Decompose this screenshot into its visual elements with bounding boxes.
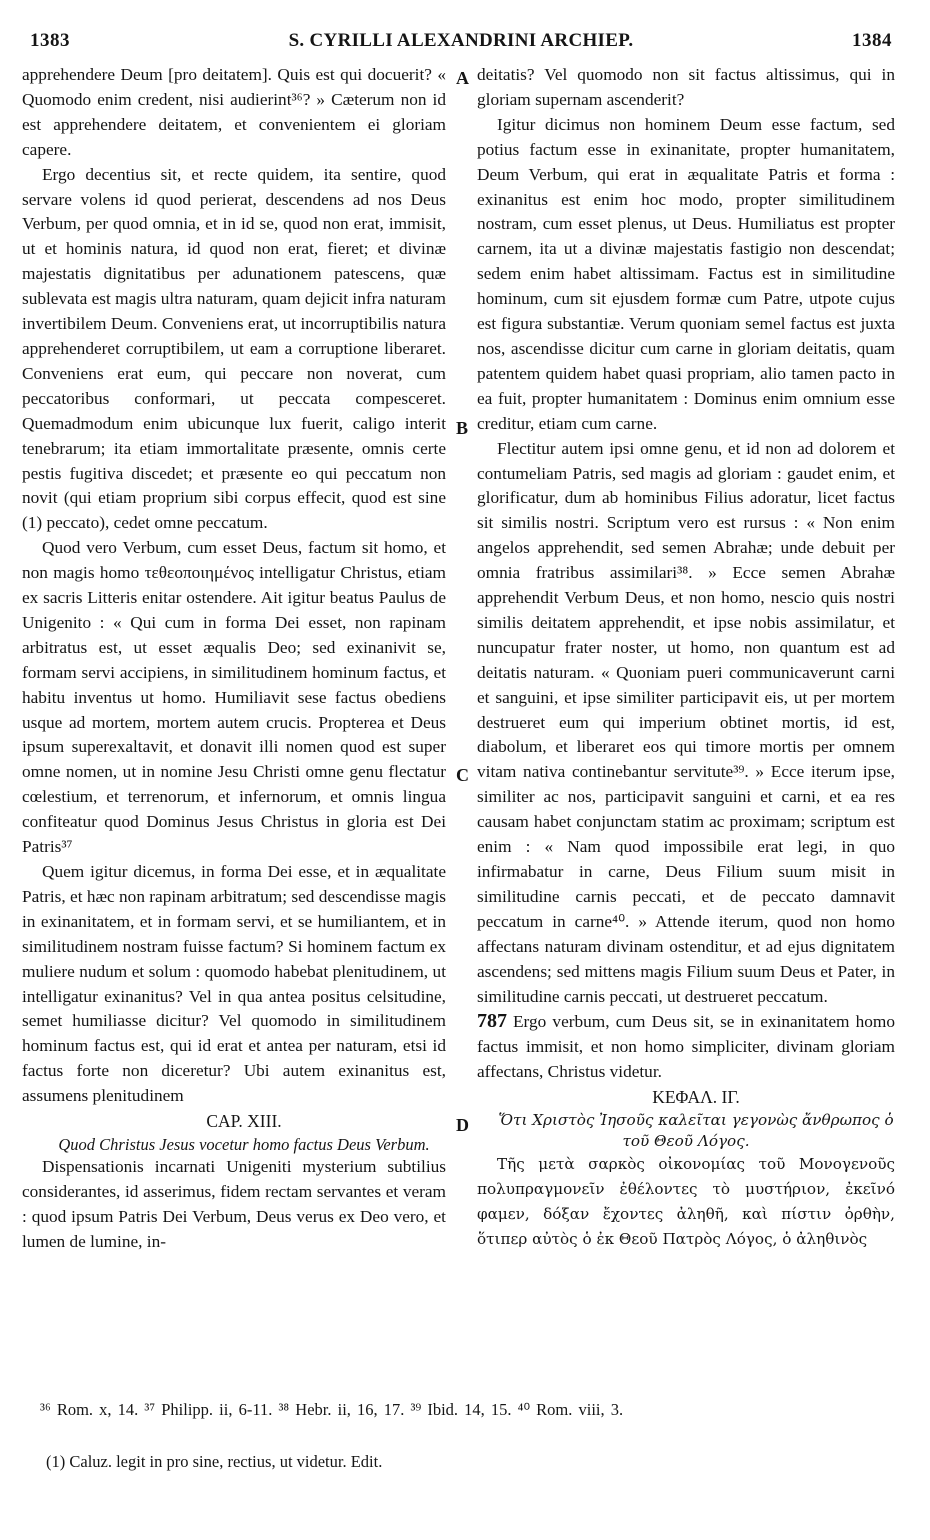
paragraph: deitatis? Vel quomodo non sit factus altissimus, qui in gloriam supernam ascenderit? [477,65,895,109]
right-column [477,63,895,1373]
paragraph: Quem igitur dicemus, in forma Dei esse, et in æqualitate Patris, et hæc non rapinam arbitratum; sed descendisse magis in exinanitatem, et in formam servi, et se humiliantem, et in similitudinem nostram fuisse factum? Si hominem factum ex muliere nudum et solum : quomodo habebat plenitudinem, ut intelligatur exinanitus? Vel in qua antea positus celsitudine, semet humiliasse dicitur? Vel quomodo in similitudinem hominum factus est, qui id erat et antea per naturam, etsi id factus forte non diceretur? Ubi autem exinanitus est, assumens plenitudinem [22,862,446,1106]
paragraph-text: Ergo verbum, cum Deus sit, se in exinanitatem homo factus immisit, et non homo simpliciter, divinam gloriam affectans, Christus videtur. [477,1012,895,1082]
chapter-subtitle: Quod Christus Jesus vocetur homo factus Deus Verbum. [58,1134,430,1154]
greek-paragraph: Τῆς μετὰ σαρκὸς οἰκονομίας τοῦ Μονογενοῦς πολυπραγμονεῖν ἐθέλοντες τὸ μυστήριον, ἐκεῖνό φαμεν, δόξαν ἔχοντες ἀληθῆ, καὶ πίστιν ὀρθὴν, ὅτιπερ αὐτὸς ὁ ἐκ Θεοῦ Πατρὸς Λόγος, ὁ ἀληθινὸς [477,1155,895,1248]
paragraph: Flectitur autem ipsi omne genu, et id non ad dolorem et contumeliam Patris, sed magis ad gloriam : gaudet enim, et glorificatur, dum ab hominibus Filius adoratur, licet factus sit similis nostri. Scriptum vero est rursus : « Non enim angelos apprehendit, sed semen Abrahæ; unde debuit per omnia fratribus assimilari³⁸. » Ecce semen Abrahæ apprehendit Verbum Deus, et non homo, nescio quis nostri similis deitatem apprehendit, et ipse nobis assimilatur, et nuncupatur frater noster, ut homo, non quantum est ad deitatis naturam. « Quoniam pueri communicaverunt carni et sanguini, et ipse similiter participavit eis, ut per mortem destrueret eum qui imperium obtinet mortis, id est, diabolum, et liberaret eos qui timore mortis per omnem vitam nativa continebantur servitute³⁹. » Ecce iterum ipse, similiter ac nos, participavit sanguini et carni, et ea res causam habet conjunctam statim ac proximam; scriptum est enim : « Nam quod impossibile erat legi, in quo infirmabatur in carne, Deus Filium suum misit in similitudine carnis peccati, et de peccato damnavit peccatum in carne⁴⁰. » Attende iterum, quod non homo affectans naturam divinam ostenditur, et ad ejus dignitatem ascendens; sed mittens magis Filium suum Deus et Pater, in similitudine carnis peccati, ut destrueret peccatum. [477,438,895,1006]
chapter-title: CAP. XIII. [206,1111,282,1132]
margin-letter-a: A [456,68,469,88]
footnotes [40,1400,890,1432]
left-column [22,63,446,1373]
column-marker: 787 [477,1010,507,1033]
running-header [30,30,892,60]
margin-letter-d: D [456,1115,469,1135]
paragraph: Ergo decentius sit, et recte quidem, ita sentire, quod servare volens id quod perierat, descendens ad nos Deus Verbum, per quod omnia, et in id se, quod non erat, immisit, ut et hominis natura, id quod non erat, fieret; et divinæ majestatis dignitatibus per adunationem patescens, quæ sublevata est magis ultra naturam, quam dejicit infra naturam invertibilem Deum. Conveniens erat, ut incorruptibilis natura apprehenderet corruptibilem, ut eam a corruptione liberaret. Conveniens erat eum, qui peccare non noverat, cum peccatoribus conformari, ut peccata compesceret. Quemadmodum enim ubicunque lux fuerit, caligo interit tenebrarum; ita etiam immortalitate præsente, omnis certe pestis fugitiva discedet; et præsente eo qui peccatum non novit (qui etiam proprium sibi corpus effecit, quod est sine (1) peccato), cedet omne peccatum. [22,164,446,533]
running-title: S. CYRILLI ALEXANDRINI ARCHIEP. [288,30,634,51]
paragraph: apprehendere Deum [pro deitatem]. Quis est qui docuerit? « Quomodo enim credent, nisi audierint³⁶? » Cæterum non id est apprehendere deitatem, et convenientem ei gloriam capere. [22,65,446,159]
margin-letter-b: B [456,418,469,438]
right-page-number: 1384 [852,30,892,51]
left-page-number: 1383 [30,30,70,51]
paragraph: Igitur dicimus non hominem Deum esse factum, sed potius factum esse in exinanitate, propter humanitatem, Deum Verbum, qui erat in æqualitate Patris et forma : exinanitus est enim hoc modo, propter similitudinem nostram, cum esset plenus, ut Deus. Humiliatus est propter carnem, ita ut a divinæ majestatis fastigio non descendat; sedem enim habet altissimam. Factus est in similitudine hominum, cum sit ejusdem formæ cum Patre, utpote cujus est figura substantiæ. Verum quoniam semel factus est juxta nos, ascendisse dicitur cum carne in gloriam deitatis, quam patentem quidem habet quasi propriam, alio tamen pacto in ea fuit, propter humanitatem : Dominus enim omnium esse creditur, etiam cum carne. [477,114,895,433]
greek-chapter-subtitle: Ὅτι Χριστὸς Ἰησοῦς καλεῖται γεγονὼς ἄνθρωπος ὁ τοῦ Θεοῦ Λόγος. [498,1111,894,1151]
paragraph: Quod vero Verbum, cum esset Deus, factum sit homo, et non magis homo τεθεοποιημένος intelligatur Christus, etiam ex sacris Litteris enitar ostendere. Ait igitur beatus Paulus de Unigenito : « Qui cum in forma Dei esset, non rapinam arbitratus est, ut esset æqualis Deo; sed exinanivit se, formam servi accipiens, in similitudinem hominum factus, et habitu inventus ut homo. Humiliavit sese factus obediens usque ad mortem, mortem autem crucis. Propterea et Deus ipsum superexaltavit, et donavit illi nomen quod est super omne nomen, ut in nomine Jesu Christi omne genu flectatur cœlestium, et terrenorum, et infernorum, et omnis lingua confiteatur quod Dominus Jesus Christus in gloria est Dei Patris³⁷ [22,538,446,857]
paragraph: Dispensationis incarnati Unigeniti mysterium subtilius considerantes, id asserimus, fidem rectam servantes et veram : quod ipsum Patris Dei Verbum, Deus verus ex Deo vero, et lumen de lumine, in- [22,1156,446,1251]
editor-note: (1) Caluz. legit in pro sine, rectius, ut videtur. Edit. [46,1452,383,1471]
footnote-references: ³⁶ Rom. x, 14. ³⁷ Philipp. ii, 6-11. ³⁸ Hebr. ii, 16, 17. ³⁹ Ibid. 14, 15. ⁴⁰ Rom. viii, 3. [40,1400,624,1419]
greek-chapter-title: ΚΕΦΑΛ. ΙΓ. [652,1087,740,1108]
margin-letter-c: C [456,765,469,785]
paragraph-with-marker [477,1009,895,1085]
